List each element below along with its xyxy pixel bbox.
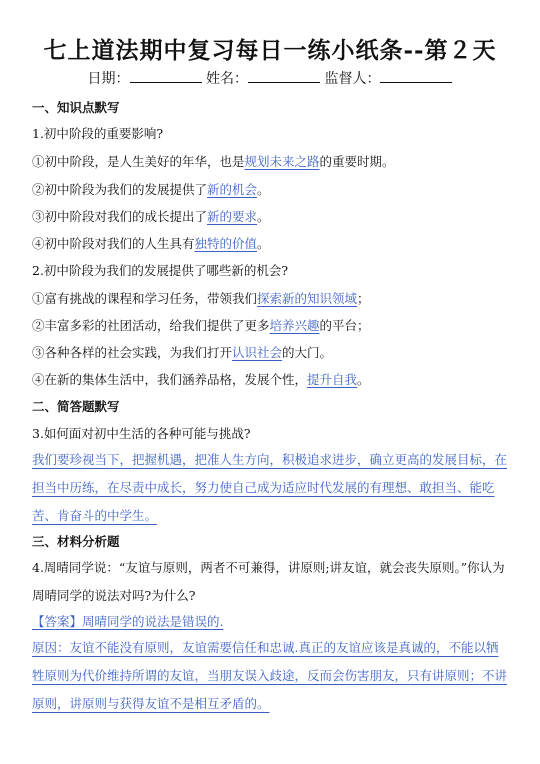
name-blank[interactable] — [248, 70, 320, 83]
q1-point-4 — [32, 236, 512, 252]
q4-reason: 原因：友谊不能没有原则，友谊需要信任和忠诚.真正的友谊应该是真诚的，不能以牺牲原则为代价维持所谓的友谊，当朋友误入歧途，反而会伤害朋友，只有讲原则；不讲原则，讲原则与获得友谊不是相互矛盾的。 — [32, 640, 508, 711]
text: ③初中阶段对我们的成长提出了 — [32, 209, 208, 224]
date-blank[interactable] — [130, 70, 202, 83]
text: ④初中阶段对我们的人生具有 — [32, 236, 195, 251]
text: 。 — [257, 182, 270, 197]
q1-point-1 — [32, 154, 512, 170]
q2-point-1 — [32, 291, 512, 307]
text: 的平台； — [319, 318, 370, 333]
answer-blank: 新的机会 — [207, 182, 258, 197]
text: ③各种各样的社会实践，为我们打开 — [32, 345, 233, 360]
answer-blank: 独特的价值 — [194, 236, 258, 251]
text: ①富有挑战的课程和学习任务，带领我们 — [32, 291, 258, 306]
date-label: 日期： — [87, 71, 130, 87]
page-title: 七上道法期中复习每日一练小纸条--第２天 — [43, 37, 497, 64]
q3-answer: 我们要珍视当下，把握机遇，把准人生方向，积极追求进步，确立更高的发展目标，在担当中历练，在尽责中成长，努力使自己成为适应时代发展的有理想、敢担当、能吃苦、肯奋斗的中学生。 — [32, 452, 508, 523]
question-4: 4.周晴同学说：“友谊与原则，两者不可兼得，讲原则;讲友谊，就会丧失原则。”你认为周晴同学的说法对吗?为什么? — [32, 560, 505, 603]
answer-blank: 培养兴趣 — [269, 318, 320, 333]
answer-blank: 认识社会 — [232, 345, 283, 360]
q4-answer-head: 【答案】周晴同学的说法是错误的. — [32, 614, 224, 629]
answer-blank: 提升自我 — [307, 372, 358, 387]
text: ②初中阶段为我们的发展提供了 — [32, 182, 208, 197]
text: ④在新的集体生活中，我们涵养品格，发展个性， — [32, 372, 308, 387]
text: 。 — [257, 209, 270, 224]
text: 的大门。 — [282, 345, 333, 360]
section-heading-3: 三、材料分析题 — [32, 534, 120, 549]
text: ； — [357, 291, 370, 306]
section-heading-1: 一、知识点默写 — [32, 100, 120, 115]
question-2: 2.初中阶段为我们的发展提供了哪些新的机会? — [32, 263, 289, 278]
answer-blank: 新的要求 — [207, 209, 258, 224]
text: 的重要时期。 — [319, 154, 395, 169]
info-line — [0, 68, 540, 88]
section-heading-2: 二、简答题默写 — [32, 399, 120, 414]
question-3: 3.如何面对初中生活的各种可能与挑战? — [32, 426, 251, 441]
q2-point-3 — [32, 345, 512, 361]
text: 。 — [357, 372, 370, 387]
supervisor-label: 监督人： — [324, 71, 381, 87]
q1-point-3 — [32, 209, 512, 225]
answer-blank: 规划未来之路 — [244, 154, 320, 169]
name-label: 姓名： — [206, 71, 248, 87]
text: 。 — [257, 236, 270, 251]
supervisor-blank[interactable] — [380, 70, 452, 83]
answer-blank: 探索新的知识领域 — [257, 291, 358, 306]
q2-point-4 — [32, 372, 512, 388]
text: ②丰富多彩的社团活动，给我们提供了更多 — [32, 318, 270, 333]
question-1: 1.初中阶段的重要影响? — [32, 126, 164, 141]
text: ①初中阶段，是人生美好的年华，也是 — [32, 154, 245, 169]
q1-point-2 — [32, 182, 512, 198]
q2-point-2 — [32, 318, 512, 334]
